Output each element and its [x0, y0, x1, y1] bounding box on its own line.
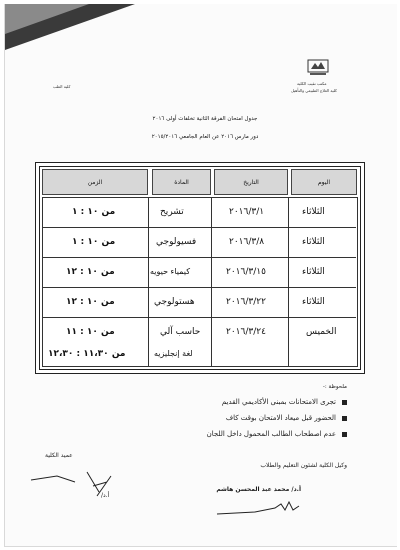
notes-title: ملحوظة :- [322, 384, 347, 390]
cell-day: الثلاثاء [302, 207, 325, 217]
dean-signature [27, 462, 117, 504]
cell-subject: فسيولوجي [156, 237, 197, 247]
dean-name: أ.د/ [101, 492, 110, 499]
cell-subject: تشريح [160, 207, 184, 217]
cell-time: من ١٠ : ١ [72, 237, 116, 247]
note-item [207, 430, 347, 438]
cell-time: من ١٠ : ١ [72, 207, 116, 217]
note-item [222, 398, 347, 406]
vice-dean-title: وكيل الكلية لشئون التعليم والطلاب [260, 462, 347, 469]
cell-time: من ١٠ : ١٢ [66, 297, 115, 307]
header-subject: المادة [152, 169, 211, 195]
dean-title: عميد الكلية [45, 452, 73, 459]
cell-day: الثلاثاء [302, 297, 325, 307]
header-date: التاريخ [214, 169, 288, 195]
note-item [226, 414, 347, 422]
vice-dean-signature [215, 498, 305, 520]
cell-time: من ١٠ : ١٢ [66, 267, 115, 277]
cell-date: ٢٠١٦/٣/٨ [229, 237, 265, 247]
cell-day: الخميس [306, 327, 337, 337]
document-page [4, 4, 397, 547]
exam-schedule-table [35, 162, 365, 374]
column-separator [148, 197, 149, 367]
cell-time: من ١٠ : ١١ [66, 327, 115, 337]
cell-date: ٢٠١٦/٣/٢٤ [226, 327, 266, 337]
row-separator [42, 257, 356, 258]
cell-subject: حاسب آلي [160, 327, 201, 337]
cell-date: ٢٠١٦/٣/١ [229, 207, 265, 217]
note-text: الحضور قبل ميعاد الامتحان بوقت كاف [225, 414, 336, 422]
header-time: الزمن [42, 169, 148, 195]
bullet-icon [342, 432, 347, 437]
table-body [42, 197, 358, 367]
bullet-icon [342, 416, 347, 421]
note-text: تجرى الامتحانات بمبنى الأكاديمي القديم [221, 398, 336, 406]
page-subtitle: دور مارس ٢٠١٦ عن العام الجامعي ٢٠١٥/٢٠١٦ [151, 134, 259, 140]
institution-line-2: كلية العلاج الطبيعي والتأهيل [291, 88, 337, 93]
column-separator [288, 197, 289, 367]
cell-day: الثلاثاء [302, 267, 325, 277]
column-separator [211, 197, 212, 367]
scan-corner-highlight [5, 4, 89, 34]
row-separator [42, 227, 356, 228]
header-left-text: كلية الطب [53, 84, 71, 89]
bullet-icon [342, 400, 347, 405]
cell-subject-2: لغة إنجليزيه [154, 349, 193, 358]
university-logo-icon [305, 58, 331, 78]
row-separator [42, 287, 356, 288]
vice-dean-name: أ.د/ محمد عبد المحسن هاشم [216, 486, 301, 493]
note-text: عدم اصطحاب الطالب المحمول داخل اللجان [206, 430, 336, 438]
cell-time-2: من ١١،٣٠ : ١٢،٣٠ [48, 349, 126, 359]
cell-subject: كيمياء حيويه [150, 267, 191, 276]
page-title: جدول امتحان الفرقة الثانية تخلفات أولى ٢٠١٦ [152, 116, 258, 122]
cell-day: الثلاثاء [302, 237, 325, 247]
institution-line-1: مكتب نقيب الكلية [297, 81, 327, 86]
cell-date: ٢٠١٦/٣/٢٢ [226, 297, 266, 307]
cell-date: ٢٠١٦/٣/١٥ [226, 267, 266, 277]
cell-subject: هستولوجي [154, 297, 195, 307]
header-day: اليوم [291, 169, 357, 195]
row-separator [42, 317, 356, 318]
